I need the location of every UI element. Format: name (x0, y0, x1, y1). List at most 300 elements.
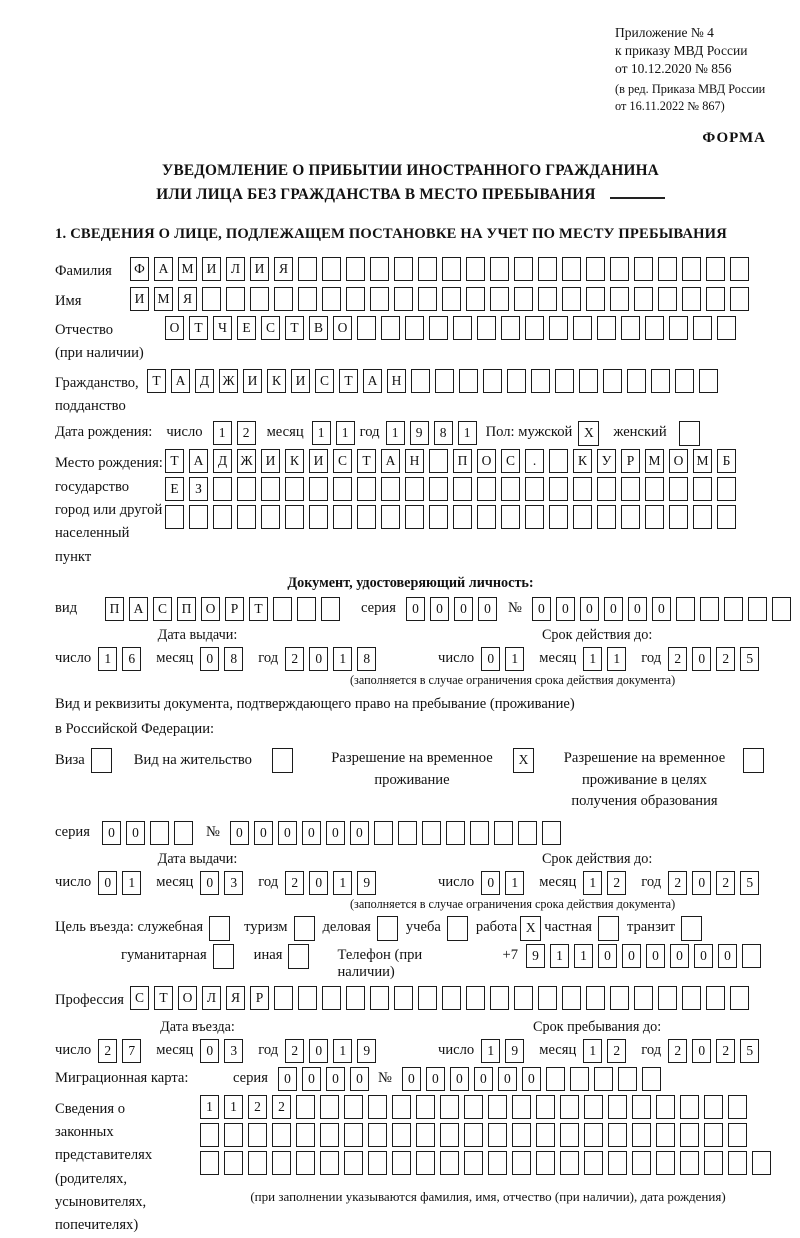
char-box[interactable] (477, 477, 496, 501)
char-box[interactable] (250, 287, 269, 311)
char-box[interactable]: 2 (716, 647, 735, 671)
char-box[interactable] (669, 477, 688, 501)
char-box[interactable] (470, 821, 489, 845)
char-box[interactable] (442, 257, 461, 281)
char-box[interactable]: 1 (333, 647, 352, 671)
char-box[interactable] (333, 477, 352, 501)
char-box[interactable]: 0 (532, 597, 551, 621)
char-box[interactable] (608, 1123, 627, 1147)
char-box[interactable]: Т (339, 369, 358, 393)
char-box[interactable]: 0 (450, 1067, 469, 1091)
char-box[interactable]: Е (237, 316, 256, 340)
char-box[interactable]: 0 (326, 821, 345, 845)
char-box[interactable] (381, 505, 400, 529)
char-box[interactable]: 1 (505, 871, 524, 895)
char-box[interactable]: 0 (302, 821, 321, 845)
char-box[interactable]: 8 (224, 647, 243, 671)
char-box[interactable]: 1 (481, 1039, 500, 1063)
char-box[interactable] (322, 257, 341, 281)
char-box[interactable]: Т (285, 316, 304, 340)
char-box[interactable]: Н (405, 449, 424, 473)
char-box[interactable]: 2 (716, 1039, 735, 1063)
char-box[interactable]: 2 (272, 1095, 291, 1119)
char-box[interactable]: 1 (98, 647, 117, 671)
char-box[interactable] (446, 821, 465, 845)
char-box[interactable] (357, 316, 376, 340)
char-box[interactable] (394, 986, 413, 1010)
char-box[interactable] (370, 986, 389, 1010)
char-box[interactable] (621, 316, 640, 340)
char-box[interactable] (394, 257, 413, 281)
char-box[interactable] (501, 505, 520, 529)
char-box[interactable] (618, 1067, 637, 1091)
char-box[interactable]: 0 (200, 871, 219, 895)
char-box[interactable]: Ф (130, 257, 149, 281)
char-box[interactable]: О (477, 449, 496, 473)
char-box[interactable]: 3 (224, 1039, 243, 1063)
char-box[interactable]: 0 (522, 1067, 541, 1091)
checkbox-female[interactable] (679, 421, 700, 446)
checkbox-residence-permit[interactable] (272, 748, 293, 773)
char-box[interactable]: С (315, 369, 334, 393)
char-box[interactable] (440, 1095, 459, 1119)
char-box[interactable] (464, 1095, 483, 1119)
char-box[interactable]: О (178, 986, 197, 1010)
char-box[interactable] (560, 1123, 579, 1147)
checkbox-purpose-private[interactable] (598, 916, 619, 941)
char-box[interactable]: 0 (556, 597, 575, 621)
char-box[interactable] (357, 477, 376, 501)
char-box[interactable]: О (201, 597, 220, 621)
char-box[interactable] (237, 505, 256, 529)
char-box[interactable]: 0 (692, 1039, 711, 1063)
char-box[interactable] (514, 257, 533, 281)
char-box[interactable]: А (189, 449, 208, 473)
char-box[interactable]: Т (357, 449, 376, 473)
char-box[interactable]: Р (225, 597, 244, 621)
char-box[interactable] (490, 287, 509, 311)
char-box[interactable] (562, 257, 581, 281)
char-box[interactable] (542, 821, 561, 845)
char-box[interactable]: 2 (668, 871, 687, 895)
char-box[interactable] (693, 505, 712, 529)
char-box[interactable] (322, 986, 341, 1010)
char-box[interactable] (296, 1123, 315, 1147)
char-box[interactable] (392, 1123, 411, 1147)
char-box[interactable]: 0 (474, 1067, 493, 1091)
char-box[interactable] (309, 505, 328, 529)
char-box[interactable]: М (178, 257, 197, 281)
checkbox-temp-residence-edu[interactable] (743, 748, 764, 773)
checkbox-purpose-other[interactable] (288, 944, 309, 969)
char-box[interactable]: 0 (454, 597, 473, 621)
char-box[interactable]: 0 (309, 1039, 328, 1063)
char-box[interactable] (549, 477, 568, 501)
checkbox-purpose-humanitarian[interactable] (213, 944, 234, 969)
char-box[interactable] (682, 287, 701, 311)
char-box[interactable]: 1 (607, 647, 626, 671)
char-box[interactable]: 0 (200, 1039, 219, 1063)
char-box[interactable]: 1 (583, 871, 602, 895)
char-box[interactable]: С (333, 449, 352, 473)
char-box[interactable]: И (130, 287, 149, 311)
char-box[interactable] (573, 505, 592, 529)
char-box[interactable] (459, 369, 478, 393)
char-box[interactable] (730, 257, 749, 281)
char-box[interactable]: С (153, 597, 172, 621)
char-box[interactable] (512, 1095, 531, 1119)
char-box[interactable] (538, 986, 557, 1010)
char-box[interactable] (645, 477, 664, 501)
checkbox-temp-residence[interactable]: X (513, 748, 534, 773)
char-box[interactable] (202, 287, 221, 311)
char-box[interactable]: О (165, 316, 184, 340)
char-box[interactable] (634, 986, 653, 1010)
char-box[interactable] (699, 369, 718, 393)
char-box[interactable] (642, 1067, 661, 1091)
char-box[interactable] (261, 477, 280, 501)
char-box[interactable] (494, 821, 513, 845)
char-box[interactable]: 9 (505, 1039, 524, 1063)
char-box[interactable] (627, 369, 646, 393)
char-box[interactable]: О (333, 316, 352, 340)
char-box[interactable] (645, 316, 664, 340)
char-box[interactable] (237, 477, 256, 501)
char-box[interactable] (429, 477, 448, 501)
char-box[interactable]: Ч (213, 316, 232, 340)
char-box[interactable] (298, 257, 317, 281)
char-box[interactable] (453, 477, 472, 501)
char-box[interactable] (285, 477, 304, 501)
char-box[interactable] (610, 287, 629, 311)
char-box[interactable] (320, 1095, 339, 1119)
char-box[interactable]: 0 (309, 871, 328, 895)
checkbox-visa[interactable] (91, 748, 112, 773)
checkbox-purpose-transit[interactable] (681, 916, 702, 941)
char-box[interactable]: 5 (740, 871, 759, 895)
char-box[interactable]: 2 (668, 647, 687, 671)
char-box[interactable]: 2 (248, 1095, 267, 1119)
char-box[interactable] (213, 505, 232, 529)
char-box[interactable] (538, 287, 557, 311)
char-box[interactable]: Я (226, 986, 245, 1010)
char-box[interactable] (603, 369, 622, 393)
char-box[interactable]: 0 (230, 821, 249, 845)
char-box[interactable] (706, 287, 725, 311)
char-box[interactable] (717, 505, 736, 529)
char-box[interactable] (717, 316, 736, 340)
char-box[interactable] (610, 986, 629, 1010)
char-box[interactable] (536, 1123, 555, 1147)
char-box[interactable]: Ж (219, 369, 238, 393)
char-box[interactable] (546, 1067, 565, 1091)
char-box[interactable] (411, 369, 430, 393)
char-box[interactable]: 0 (692, 647, 711, 671)
char-box[interactable]: М (645, 449, 664, 473)
char-box[interactable]: 0 (98, 871, 117, 895)
char-box[interactable]: 0 (302, 1067, 321, 1091)
char-box[interactable]: М (154, 287, 173, 311)
char-box[interactable]: 0 (646, 944, 665, 968)
char-box[interactable] (333, 505, 352, 529)
char-box[interactable] (442, 986, 461, 1010)
char-box[interactable]: Т (189, 316, 208, 340)
char-box[interactable] (645, 505, 664, 529)
char-box[interactable] (621, 477, 640, 501)
char-box[interactable] (549, 505, 568, 529)
char-box[interactable] (418, 986, 437, 1010)
char-box[interactable] (477, 316, 496, 340)
char-box[interactable]: М (693, 449, 712, 473)
char-box[interactable]: 0 (278, 1067, 297, 1091)
char-box[interactable]: С (261, 316, 280, 340)
char-box[interactable] (693, 316, 712, 340)
char-box[interactable] (555, 369, 574, 393)
char-box[interactable] (717, 477, 736, 501)
char-box[interactable] (579, 369, 598, 393)
char-box[interactable] (189, 505, 208, 529)
char-box[interactable] (594, 1067, 613, 1091)
char-box[interactable]: 5 (740, 1039, 759, 1063)
char-box[interactable] (429, 449, 448, 473)
char-box[interactable]: 1 (458, 421, 477, 445)
char-box[interactable] (416, 1095, 435, 1119)
char-box[interactable] (501, 477, 520, 501)
char-box[interactable]: 0 (200, 647, 219, 671)
char-box[interactable] (658, 986, 677, 1010)
char-box[interactable]: 0 (309, 647, 328, 671)
char-box[interactable] (549, 316, 568, 340)
char-box[interactable] (226, 287, 245, 311)
char-box[interactable] (538, 257, 557, 281)
char-box[interactable] (429, 316, 448, 340)
char-box[interactable] (442, 287, 461, 311)
char-box[interactable] (490, 257, 509, 281)
char-box[interactable]: 1 (122, 871, 141, 895)
char-box[interactable] (466, 287, 485, 311)
char-box[interactable]: 9 (410, 421, 429, 445)
char-box[interactable]: 0 (426, 1067, 445, 1091)
char-box[interactable]: 9 (357, 1039, 376, 1063)
char-box[interactable] (405, 316, 424, 340)
char-box[interactable] (608, 1095, 627, 1119)
char-box[interactable] (651, 369, 670, 393)
char-box[interactable] (730, 287, 749, 311)
char-box[interactable] (488, 1095, 507, 1119)
char-box[interactable] (297, 597, 316, 621)
char-box[interactable]: 3 (224, 871, 243, 895)
char-box[interactable]: 1 (336, 421, 355, 445)
char-box[interactable] (525, 505, 544, 529)
char-box[interactable]: 0 (580, 597, 599, 621)
char-box[interactable] (344, 1095, 363, 1119)
char-box[interactable] (416, 1123, 435, 1147)
char-box[interactable] (296, 1095, 315, 1119)
char-box[interactable] (298, 287, 317, 311)
char-box[interactable] (370, 287, 389, 311)
char-box[interactable] (680, 1123, 699, 1147)
char-box[interactable]: 2 (716, 871, 735, 895)
char-box[interactable] (680, 1095, 699, 1119)
char-box[interactable] (418, 257, 437, 281)
char-box[interactable]: 0 (622, 944, 641, 968)
char-box[interactable]: 0 (692, 871, 711, 895)
char-box[interactable]: Б (717, 449, 736, 473)
char-box[interactable] (274, 287, 293, 311)
char-box[interactable] (488, 1123, 507, 1147)
char-box[interactable] (514, 986, 533, 1010)
char-box[interactable] (344, 1123, 363, 1147)
char-box[interactable]: Т (249, 597, 268, 621)
char-box[interactable] (669, 505, 688, 529)
char-box[interactable] (584, 1095, 603, 1119)
char-box[interactable]: 2 (285, 1039, 304, 1063)
char-box[interactable] (453, 505, 472, 529)
char-box[interactable]: 6 (122, 647, 141, 671)
char-box[interactable] (518, 821, 537, 845)
char-box[interactable] (632, 1095, 651, 1119)
char-box[interactable]: П (177, 597, 196, 621)
char-box[interactable]: 1 (333, 1039, 352, 1063)
char-box[interactable] (248, 1123, 267, 1147)
char-box[interactable] (370, 257, 389, 281)
char-box[interactable] (464, 1123, 483, 1147)
char-box[interactable] (562, 287, 581, 311)
checkbox-male[interactable]: X (578, 421, 599, 446)
char-box[interactable] (429, 505, 448, 529)
char-box[interactable]: 1 (312, 421, 331, 445)
char-box[interactable]: 0 (126, 821, 145, 845)
char-box[interactable] (597, 505, 616, 529)
char-box[interactable] (392, 1095, 411, 1119)
char-box[interactable] (321, 597, 340, 621)
char-box[interactable]: 0 (481, 647, 500, 671)
char-box[interactable] (573, 477, 592, 501)
char-box[interactable] (346, 257, 365, 281)
char-box[interactable]: О (669, 449, 688, 473)
char-box[interactable]: 0 (670, 944, 689, 968)
char-box[interactable] (200, 1123, 219, 1147)
char-box[interactable]: 0 (406, 597, 425, 621)
char-box[interactable]: 0 (718, 944, 737, 968)
char-box[interactable] (368, 1095, 387, 1119)
char-box[interactable]: 2 (285, 647, 304, 671)
char-box[interactable]: 0 (402, 1067, 421, 1091)
char-box[interactable] (656, 1095, 675, 1119)
char-box[interactable]: И (309, 449, 328, 473)
char-box[interactable]: С (501, 449, 520, 473)
char-box[interactable] (570, 1067, 589, 1091)
char-box[interactable] (150, 821, 169, 845)
char-box[interactable]: Д (195, 369, 214, 393)
char-box[interactable] (466, 257, 485, 281)
char-box[interactable] (501, 316, 520, 340)
char-box[interactable]: А (171, 369, 190, 393)
char-box[interactable]: Т (165, 449, 184, 473)
char-box[interactable] (549, 449, 568, 473)
char-box[interactable] (669, 316, 688, 340)
char-box[interactable] (273, 597, 292, 621)
char-box[interactable] (656, 1123, 675, 1147)
char-box[interactable] (682, 986, 701, 1010)
char-box[interactable]: 5 (740, 647, 759, 671)
char-box[interactable] (357, 505, 376, 529)
char-box[interactable]: . (525, 449, 544, 473)
char-box[interactable]: 0 (102, 821, 121, 845)
char-box[interactable] (346, 287, 365, 311)
char-box[interactable]: И (261, 449, 280, 473)
char-box[interactable]: А (363, 369, 382, 393)
char-box[interactable]: 1 (200, 1095, 219, 1119)
checkbox-purpose-tourism[interactable] (294, 916, 315, 941)
char-box[interactable] (381, 477, 400, 501)
char-box[interactable]: 8 (434, 421, 453, 445)
char-box[interactable] (320, 1123, 339, 1147)
char-box[interactable]: А (154, 257, 173, 281)
char-box[interactable]: И (243, 369, 262, 393)
char-box[interactable] (531, 369, 550, 393)
char-box[interactable]: 0 (604, 597, 623, 621)
char-box[interactable]: 0 (598, 944, 617, 968)
char-box[interactable] (298, 986, 317, 1010)
char-box[interactable] (405, 505, 424, 529)
char-box[interactable]: 1 (583, 1039, 602, 1063)
checkbox-purpose-official[interactable] (209, 916, 230, 941)
char-box[interactable] (483, 369, 502, 393)
checkbox-purpose-study[interactable] (447, 916, 468, 941)
char-box[interactable] (368, 1123, 387, 1147)
char-box[interactable] (748, 597, 767, 621)
char-box[interactable] (597, 477, 616, 501)
char-box[interactable]: П (453, 449, 472, 473)
char-box[interactable] (728, 1123, 747, 1147)
char-box[interactable]: 2 (607, 1039, 626, 1063)
char-box[interactable] (174, 821, 193, 845)
char-box[interactable] (514, 287, 533, 311)
char-box[interactable] (309, 477, 328, 501)
char-box[interactable]: Я (178, 287, 197, 311)
char-box[interactable] (165, 505, 184, 529)
char-box[interactable]: 8 (357, 647, 376, 671)
char-box[interactable]: К (267, 369, 286, 393)
char-box[interactable] (422, 821, 441, 845)
char-box[interactable] (394, 287, 413, 311)
char-box[interactable]: 1 (224, 1095, 243, 1119)
char-box[interactable]: 0 (350, 1067, 369, 1091)
char-box[interactable]: Н (387, 369, 406, 393)
char-box[interactable]: 1 (583, 647, 602, 671)
char-box[interactable] (525, 477, 544, 501)
char-box[interactable]: Я (274, 257, 293, 281)
char-box[interactable] (525, 316, 544, 340)
char-box[interactable] (742, 944, 761, 968)
char-box[interactable] (418, 287, 437, 311)
char-box[interactable] (466, 986, 485, 1010)
char-box[interactable] (453, 316, 472, 340)
char-box[interactable]: К (285, 449, 304, 473)
char-box[interactable]: К (573, 449, 592, 473)
char-box[interactable] (730, 986, 749, 1010)
char-box[interactable] (632, 1123, 651, 1147)
char-box[interactable] (507, 369, 526, 393)
char-box[interactable] (322, 287, 341, 311)
char-box[interactable] (213, 477, 232, 501)
char-box[interactable] (704, 1123, 723, 1147)
char-box[interactable]: Т (154, 986, 173, 1010)
char-box[interactable] (562, 986, 581, 1010)
char-box[interactable] (586, 986, 605, 1010)
char-box[interactable] (224, 1123, 243, 1147)
